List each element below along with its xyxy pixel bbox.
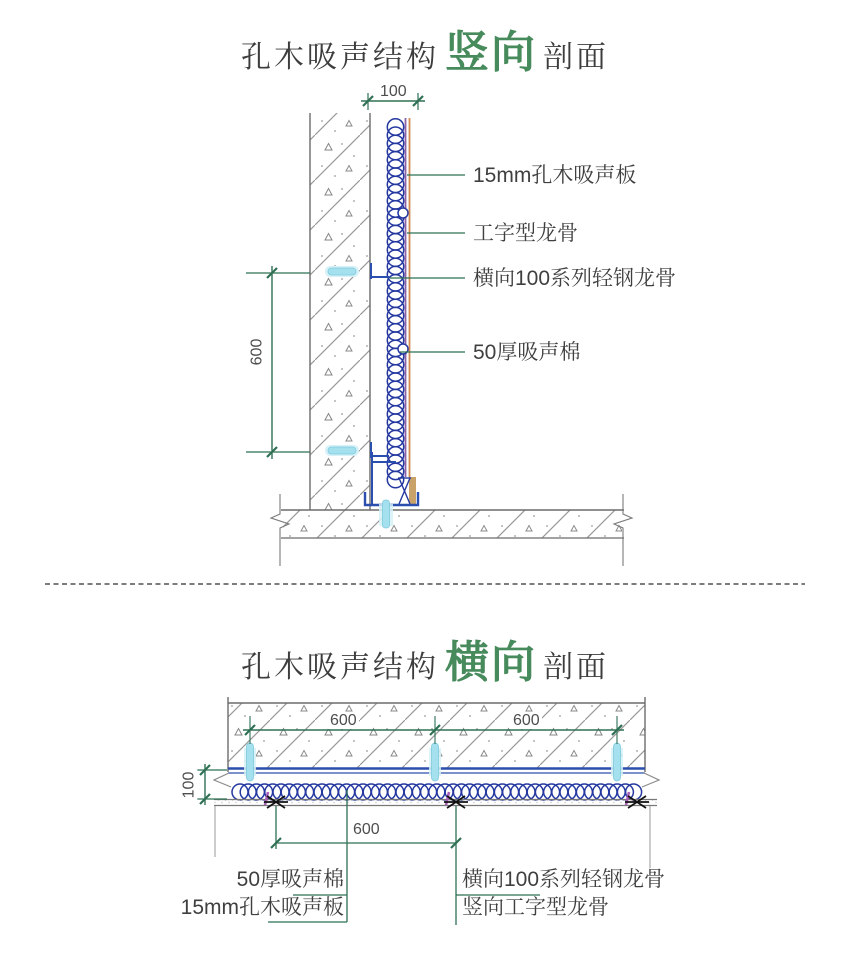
gap-notch-left [214,773,231,787]
gap-notch-right [642,773,659,787]
expansion-bolt [325,266,359,277]
dim-left-value: 600 [248,338,266,366]
label-cotton: 50厚吸声棉 [236,868,344,891]
dim-bottom-value: 600 [353,821,380,838]
horizontal-section-title [0,626,850,690]
wood-block [409,477,416,505]
title-suffix: 剖面 [543,651,609,684]
vertical-section-title [0,16,850,80]
ibeam-clip [398,208,408,218]
dim-left-value: 100 [180,771,198,799]
dim-left-100 [197,764,227,805]
title-highlight: 横向 [445,638,537,687]
expansion-bolt [325,445,359,456]
label-ibeam: 竖向工字型龙骨 [462,896,609,919]
label-steel: 横向100系列轻钢龙骨 [473,267,677,290]
title-prefix: 孔木吸声结构 [241,651,439,684]
dim-span1-value: 600 [330,712,357,729]
floor-bolt [383,500,390,528]
title-suffix: 剖面 [543,41,609,74]
acoustic-panel-plan [214,800,657,869]
steel-keel-bracket [370,263,389,458]
dim-span2-value: 600 [513,712,540,729]
acoustic-panel [406,118,410,477]
acoustic-cotton-coil-h [232,784,642,800]
dim-top-value: 100 [380,83,407,100]
acoustic-cotton-coil [387,119,403,488]
title-prefix: 孔木吸声结构 [241,41,439,74]
label-cotton: 50厚吸声棉 [473,341,581,364]
label-panel: 15mm孔木吸声板 [473,164,637,187]
label-steel: 横向100系列轻钢龙骨 [462,868,666,891]
label-panel: 15mm孔木吸声板 [180,896,344,919]
label-ibeam: 工字型龙骨 [473,222,578,245]
title-highlight: 竖向 [445,28,537,77]
